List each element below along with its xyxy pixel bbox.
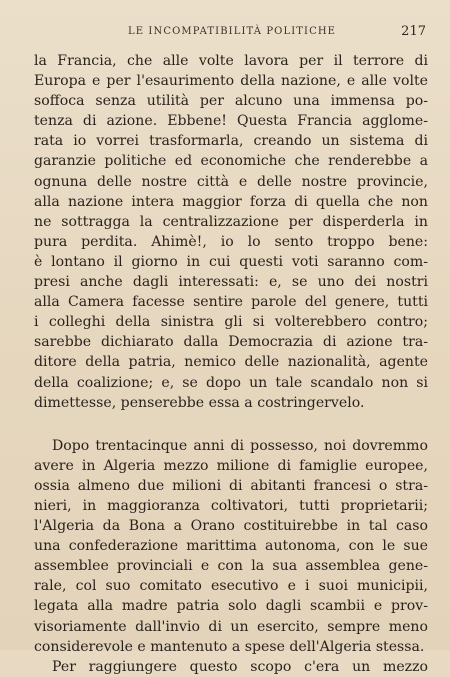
page-header (38, 24, 428, 44)
text-line: assemblee provinciali e con la sua assemblea gene- (34, 558, 428, 575)
text-line: avere in Algeria mezzo milione di famiglie europee, (34, 457, 428, 474)
body-text (34, 51, 428, 677)
paragraph-1 (34, 51, 428, 413)
text-line: Europa e per l'esaurimento della nazione, e alle volte (34, 73, 428, 90)
text-line: alla Camera facesse sentire parole del genere, tutti (34, 294, 428, 311)
text-line: la Francia, che alle volte lavora per il terrore di (34, 53, 428, 69)
paragraph-2 (34, 436, 428, 657)
text-line: considerevole e mantenuto a spese dell'Algeria stessa. (34, 638, 425, 655)
paragraph-3 (34, 657, 428, 677)
paragraph-gap (34, 413, 428, 436)
text-line: garanzie politiche ed economiche che renderebbe a (34, 153, 428, 170)
text-line: legata alla madre patria solo dagli scambii e prov- (34, 598, 428, 615)
text-line: Per raggiungere questo scopo c'era un mezzo (52, 658, 428, 675)
text-line: visoriamente dall'invio di un esercito, sempre meno (34, 618, 428, 635)
page-number: 217 (401, 24, 426, 39)
text-line: tenza di azione. Ebbene! Questa Francia agglome- (34, 113, 428, 130)
text-line: rata io vorrei trasformarla, creando un sistema di (34, 133, 428, 150)
text-line: i colleghi della sinistra gli si volterebbero contro; (34, 314, 428, 331)
text-line: dimettesse, penserebbe essa a costringervelo. (34, 394, 365, 411)
text-line: alla nazione intera maggior forza di quella che non (34, 193, 428, 210)
text-line: della coalizione; e, se dopo un tale scandalo non si (34, 374, 428, 391)
text-line: nieri, in maggioranza coltivatori, tutti proprietarii; (34, 497, 428, 514)
text-line: rale, col suo comitato esecutivo e i suoi municipii, (34, 578, 428, 595)
text-line: pura perdita. Ahimè!, io lo sento troppo bene: (34, 233, 428, 250)
text-line: soffoca senza utilità per alcuno una immensa po- (34, 93, 428, 110)
text-line: presi anche dagli interessati: e, se uno dei nostri (34, 274, 428, 291)
running-head: LE INCOMPATIBILITÀ POLITICHE (128, 26, 337, 37)
text-line: una confederazione marittima autonoma, con le sue (34, 538, 428, 555)
text-line: ossia almeno due milioni di abitanti francesi o stra- (34, 477, 428, 494)
text-line: ognuna delle nostre città e delle nostre provincie, (34, 173, 428, 190)
text-line: ditore della patria, nemico delle nazionalità, agente (34, 354, 428, 371)
text-line: Dopo trentacinque anni di possesso, noi dovremmo (52, 437, 428, 454)
text-line: è lontano il giorno in cui questi voti saranno com- (34, 253, 428, 270)
text-line: l'Algeria da Bona a Orano costituirebbe in tal caso (34, 518, 428, 535)
text-line: sarebbe dichiarato dalla Democrazia di azione tra- (34, 334, 428, 351)
text-line: ne sottragga la centralizzazione per disperderla in (34, 213, 428, 230)
